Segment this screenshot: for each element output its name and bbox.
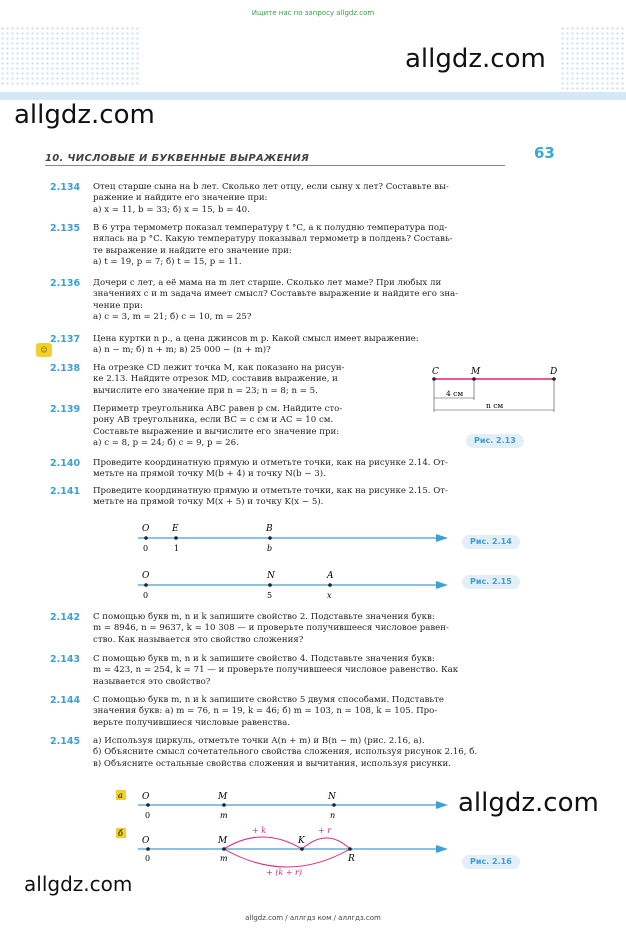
figure-caption: Рис. 2.15 — [462, 575, 520, 589]
point-m — [222, 803, 226, 807]
figure-caption: Рис. 2.16 — [462, 855, 520, 869]
task-number: 2.138 — [50, 363, 81, 374]
arrow-head-icon — [436, 801, 448, 809]
figure-2-14 — [130, 518, 460, 558]
header-band — [0, 92, 626, 100]
point-e — [174, 536, 178, 540]
task-line: Составьте выражение и вычислите его значение при: — [93, 426, 340, 437]
point-label-n: N — [267, 571, 275, 581]
task-line: С помощью букв m, n и k запишите свойство 2. Подставьте значения букв: — [93, 612, 435, 622]
tick-label-0: 0 — [145, 811, 151, 820]
task-line: метьте на прямой точку M(x + 5) и точку K(x − 5). — [93, 497, 324, 508]
point-o — [144, 536, 148, 540]
task-line: а) c = 3, m = 21; б) c = 10, m = 25? — [93, 312, 252, 323]
task-line: С помощью букв m, n и k запишите свойство 4. Подставьте значения букв: — [93, 654, 435, 664]
task-line: а) Используя циркуль, отметьте точки A(n + m) и B(n − m) (рис. 2.16, а). — [93, 736, 425, 746]
point-m — [222, 847, 226, 851]
point-label-a: A — [327, 571, 334, 581]
tick-label-0: 0 — [145, 854, 151, 863]
point-label-b: B — [266, 524, 273, 534]
watermark: allgdz.com — [14, 100, 155, 130]
task-number: 2.143 — [50, 654, 81, 665]
point-o — [144, 583, 148, 587]
task-2143 — [50, 654, 560, 688]
task-line: нялась на p °С. Какую температуру показывал термометр в полдень? Составь- — [93, 234, 453, 245]
task-line: б) Объясните смысл сочетательного свойства сложения, используя рисунок 2.16, б. — [93, 747, 478, 758]
figure-2-15 — [130, 565, 460, 605]
arc-plus-kr — [224, 849, 350, 867]
point-label-m: M — [218, 836, 228, 846]
tick-label-b: b — [267, 544, 273, 553]
arc-label-plus-kr: + (k + r) — [266, 868, 302, 877]
footer-links[interactable]: allgdz.com / аллгдз ком / аллгдз.com — [245, 914, 381, 922]
point-label-k: K — [298, 836, 305, 846]
tick-label-0: 0 — [143, 544, 149, 553]
task-line: значения букв: а) m = 76, n = 19, k = 46; б) m = 103, n = 108, k = 105. Про- — [93, 706, 438, 717]
dot-pattern-decoration — [560, 26, 626, 96]
point-label-m: M — [218, 792, 228, 802]
task-line: ство. Как называется это свойство сложения? — [93, 634, 304, 645]
figure-caption: Рис. 2.14 — [462, 535, 520, 549]
task-line: Отец старше сына на b лет. Сколько лет отцу, если сыну x лет? Составьте вы- — [93, 182, 449, 192]
point-o — [146, 847, 150, 851]
tick-label-m: m — [220, 854, 228, 863]
task-line: чение при: — [93, 300, 143, 311]
task-2144 — [50, 695, 560, 729]
point-label-o: O — [142, 524, 150, 534]
arc-plus-r — [302, 838, 350, 849]
dimension-label-n: n см — [486, 401, 504, 410]
task-line: Проведите координатную прямую и отметьте точки, как на рисунке 2.14. От- — [93, 458, 448, 468]
tick-label-n: n — [330, 811, 336, 820]
task-number: 2.139 — [50, 404, 81, 415]
task-line: m = 8946, n = 9637, k = 10 308 — и проверьте получившееся числовое равен- — [93, 623, 449, 634]
task-line: вычислите его значение при n = 23; n = 8; n = 5. — [93, 385, 318, 396]
task-line: те выражение и найдите его значение при: — [93, 245, 292, 256]
task-2142 — [50, 612, 560, 646]
task-number: 2.140 — [50, 458, 81, 469]
task-line: Цена куртки n р., а цена джинсов m р. Какой смысл имеет выражение: — [93, 334, 419, 344]
task-number: 2.145 — [50, 736, 81, 747]
point-n — [268, 583, 272, 587]
point-r — [348, 847, 352, 851]
dimension-label-4cm: 4 см — [446, 389, 464, 398]
task-2136 — [50, 278, 560, 324]
task-line: В 6 утра термометр показал температуру t °С, а к полудню температура под- — [93, 223, 448, 233]
top-banner[interactable] — [0, 0, 626, 22]
task-number: 2.136 — [50, 278, 81, 289]
task-2141 — [50, 486, 560, 509]
point-o — [146, 803, 150, 807]
watermark: allgdz.com — [458, 788, 599, 818]
point-label-c: C — [432, 367, 439, 377]
point-n — [332, 803, 336, 807]
arc-plus-k — [224, 837, 302, 849]
page-number: 63 — [534, 144, 555, 162]
task-line: называется это свойство? — [93, 676, 211, 687]
task-line: ке 2.13. Найдите отрезок MD, составив выражение, и — [93, 374, 338, 385]
figure-caption: Рис. 2.13 — [466, 434, 524, 448]
tick-label-0: 0 — [143, 591, 149, 600]
figure-2-16 — [112, 785, 452, 880]
watermark: allgdz.com — [24, 872, 133, 896]
point-label-o: O — [142, 836, 150, 846]
arc-label-plus-r: + r — [318, 826, 332, 835]
tick-label-x: x — [327, 591, 332, 600]
arrow-head-icon — [436, 581, 448, 589]
task-line: а) t = 19, p = 7; б) t = 15, p = 11. — [93, 257, 242, 268]
point-label-e: E — [172, 524, 179, 534]
point-label-d: D — [550, 367, 558, 377]
chapter-title: 10. ЧИСЛОВЫЕ И БУКВЕННЫЕ ВЫРАЖЕНИЯ — [45, 146, 505, 166]
arc-label-plus-k: + k — [252, 826, 267, 835]
point-label-m: M — [471, 367, 481, 377]
point-a — [328, 583, 332, 587]
task-line: в) Объясните остальные свойства сложения и вычитания, используя рисунки. — [93, 758, 452, 769]
task-line: а) n − m; б) n + m; в) 25 000 − (n + m)? — [93, 345, 271, 356]
tick-label-m: m — [220, 811, 228, 820]
top-banner-text[interactable]: Ищите нас по запросу allgdz.com — [251, 9, 375, 17]
tick-label-1: 1 — [174, 544, 180, 553]
task-line: m = 423, n = 254, k = 71 — и проверьте получившееся числовое равенство. Как — [93, 665, 459, 676]
task-2135 — [50, 223, 560, 269]
task-number: 2.135 — [50, 223, 81, 234]
part-label-b: б — [118, 829, 123, 838]
task-line: значениях c и m задача имеет смысл? Составьте выражение и найдите его зна- — [93, 289, 459, 300]
point-b — [268, 536, 272, 540]
task-2137 — [50, 334, 560, 357]
task-2140 — [50, 458, 560, 481]
task-line: метьте на прямой точку M(b + 4) и точку N(b − 3). — [93, 469, 326, 480]
task-2134 — [50, 182, 560, 216]
task-line: а) c = 8, p = 24; б) c = 9, p = 26. — [93, 438, 239, 449]
task-line: рону AB треугольника, если BC = c см и AC = 10 см. — [93, 415, 334, 426]
figure-2-13 — [426, 362, 566, 422]
task-number: 2.134 — [50, 182, 81, 193]
task-number: 2.137 — [50, 334, 81, 345]
task-number: 2.141 — [50, 486, 81, 497]
task-line: Проведите координатную прямую и отметьте точки, как на рисунке 2.15. От- — [93, 486, 448, 496]
task-line: а) x = 11, b = 33; б) x = 15, b = 40. — [93, 204, 250, 215]
part-label-a: а — [118, 791, 123, 800]
dot-pattern-decoration — [0, 26, 140, 86]
watermark: allgdz.com — [405, 44, 546, 74]
task-2145 — [50, 736, 560, 770]
task-line: Дочери c лет, а её мама на m лет старше. Сколько лет маме? При любых ли — [93, 278, 442, 288]
task-number: 2.142 — [50, 612, 81, 623]
arrow-head-icon — [436, 534, 448, 542]
task-line: верьте получившиеся числовые равенства. — [93, 717, 290, 728]
tick-label-5: 5 — [267, 591, 273, 600]
point-k — [300, 847, 304, 851]
task-line: Периметр треугольника ABC равен p см. Найдите сто- — [93, 404, 343, 414]
arrow-head-icon — [436, 845, 448, 853]
task-number: 2.144 — [50, 695, 81, 706]
point-label-r: R — [348, 854, 355, 864]
group-work-icon: ☺ — [36, 343, 52, 357]
task-line: ражение и найдите его значение при: — [93, 193, 268, 204]
task-line: С помощью букв m, n и k запишите свойство 5 двумя способами. Подставьте — [93, 695, 444, 705]
point-label-n: N — [328, 792, 336, 802]
task-line: На отрезке CD лежит точка M, как показано на рисун- — [93, 363, 345, 373]
point-label-o: O — [142, 792, 150, 802]
point-label-o: O — [142, 571, 150, 581]
